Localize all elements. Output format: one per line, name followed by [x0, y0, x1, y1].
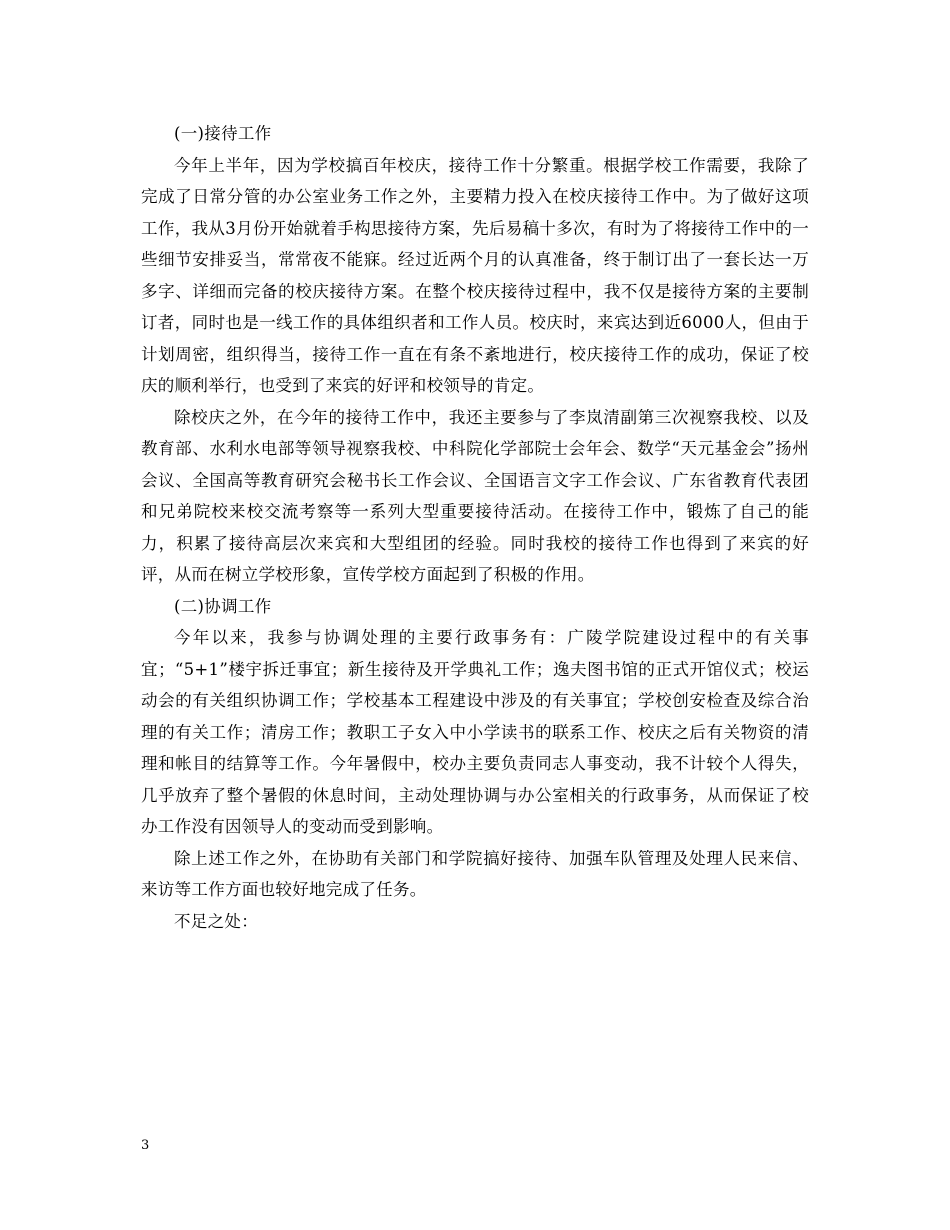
paragraph-shortcomings: 不足之处：: [174, 911, 258, 931]
paragraph-reception-other: 除校庆之外，在今年的接待工作中，我还主要参与了李岚清副第三次视察我校、以及教育部、水利水电部等领导视察我校、中科院化学部院士会年会、数学“天元基金会”扬州会议、全国高等教育研究会秘书长工作会议、全国语言文字工作会议、广东省教育代表团和兄弟院校来校交流考察等一系列大型重要接待活动。在接待工作中，锻炼了自己的能力，积累了接待高层次来宾和大型组团的经验。同时我校的接待工作也得到了来宾的好评，从而在树立学校形象，宣传学校方面起到了积极的作用。: [141, 407, 809, 584]
page-number: 3: [141, 1138, 150, 1153]
document-body: [141, 118, 809, 937]
section-heading-reception: (一)接待工作: [174, 124, 272, 143]
paragraph-reception-anniversary: 今年上半年，因为学校搞百年校庆，接待工作十分繁重。根据学校工作需要，我除了完成了日常分管的办公室业务工作之外，主要精力投入在校庆接待工作中。为了做好这项工作，我从3月份开始就着手构思接待方案，先后易稿十多次，有时为了将接待工作中的一些细节安排妥当，常常夜不能寐。经过近两个月的认真准备，终于制订出了一套长达一万多字、详细而完备的校庆接待方案。在整个校庆接待过程中，我不仅是接待方案的主要制订者，同时也是一线工作的具体组织者和工作人员。校庆时，来宾达到近6000人，但由于计划周密，组织得当，接待工作一直在有条不紊地进行，校庆接待工作的成功，保证了校庆的顺利举行，也受到了来宾的好评和校领导的肯定。: [141, 155, 809, 395]
section-heading-coordination: (二)协调工作: [174, 596, 272, 616]
paragraph-coordination-affairs: 今年以来，我参与协调处理的主要行政事务有：广陵学院建设过程中的有关事宜；“5+1”楼宇拆迁事宜；新生接待及开学典礼工作；逸夫图书馆的正式开馆仪式；校运动会的有关组织协调工作；学校基本工程建设中涉及的有关事宜；学校创安检查及综合治理的有关工作；清房工作；教职工子女入中小学读书的联系工作、校庆之后有关物资的清理和帐目的结算等工作。今年暑假中，校办主要负责同志人事变动，我不计较个人得失，几乎放弃了整个暑假的休息时间，主动处理协调与办公室相关的行政事务，从而保证了校办工作没有因领导人的变动而受到影响。: [141, 628, 809, 836]
paragraph-other-tasks: 除上述工作之外，在协助有关部门和学院搞好接待、加强车队管理及处理人民来信、来访等工作方面也较好地完成了任务。: [141, 848, 809, 899]
